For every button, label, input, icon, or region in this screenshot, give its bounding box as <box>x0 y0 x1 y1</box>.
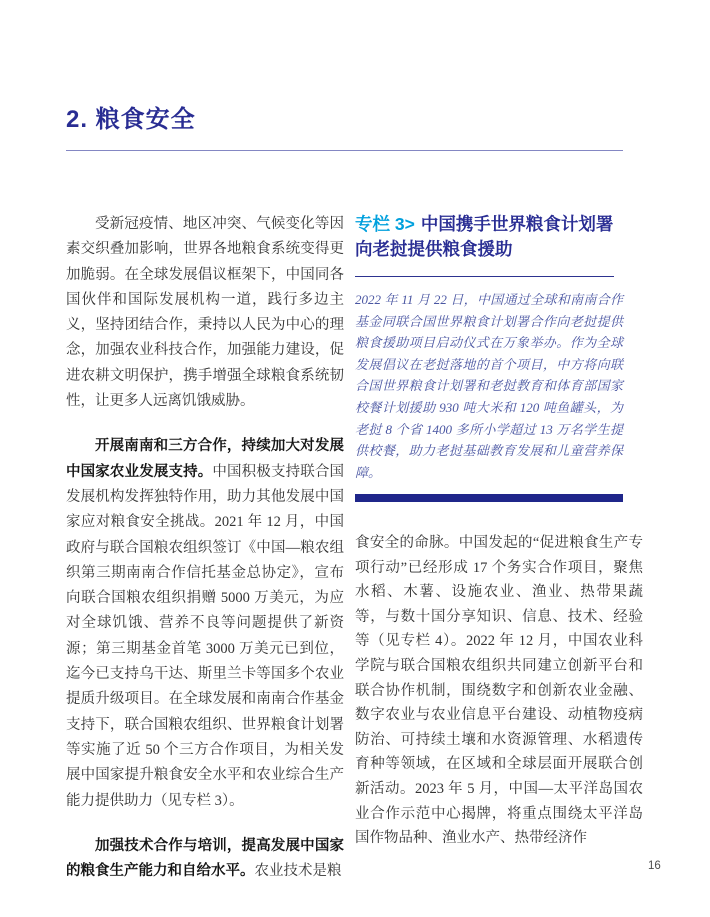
title-divider <box>66 150 623 151</box>
paragraph-3 <box>66 834 344 885</box>
page-number: 16 <box>648 860 661 872</box>
callout-box-3 <box>355 212 623 502</box>
callout-body-text: 2022 年 11 月 22 日，中国通过全球和南南合作基金同联合国世界粮食计划署合作向老挝提供粮食援助项目启动仪式在万象举办。作为全球发展倡议在老挝落地的首个项目，中方将向联合国世界粮食计划署和老挝教育和体育部国家校餐计划援助 930 吨大米和 120 吨鱼罐头，为老挝 8 个省 1400 多所小学超过 13 万名学生提供校餐，助力老挝基础教育发展和儿童营养保障。 <box>355 292 623 480</box>
section-title: 2. 粮食安全 <box>66 106 196 133</box>
paragraph-3-body: 农业技术是粮 <box>254 863 342 880</box>
paragraph-2 <box>66 434 344 813</box>
paragraph-2-lead: 开展南南和三方合作，持续加大对发展中国家农业发展支持。 <box>66 438 344 480</box>
paragraph-1-body: 受新冠疫情、地区冲突、气候变化等因素交织叠加影响，世界各地粮食系统变得更加脆弱。在全球发展倡议框架下，中国同各国伙伴和国际发展机构一道，践行多边主义，坚持团结合作，秉持以人民为中心的理念，加强农业科技合作，加强能力建设，促进农耕文明保护，携手增强全球粮食系统韧性，让更多人远离饥饿威胁。 <box>66 216 344 410</box>
callout-title <box>355 212 623 262</box>
left-column <box>66 212 344 884</box>
callout-title-text: 中国携手世界粮食计划署向老挝提供粮食援助 <box>355 214 614 259</box>
right-column-text: 食安全的命脉。中国发起的“促进粮食生产专项行动”已经形成 17 个务实合作项目，聚焦水稻、木薯、设施农业、渔业、热带果蔬等，与数十国分享知识、信息、技术、经验等（见专栏 4）。2022 年 12 月，中国农业科学院与联合国粮农组织共同建立创新平台和联合协作机制，围绕数字和创新农业金融、数字农业与农业信息平台建设、动植物疫病防治、可持续土壤和水资源管理、水稻遗传育种等领域，在区域和全球层面开展联合创新活动。2023 年 5 月，中国—太平洋岛国农业合作示范中心揭牌，将重点围绕太平洋岛国作物品种、渔业水产、热带经济作 <box>355 535 643 847</box>
callout-bottom-bar <box>355 494 623 502</box>
paragraph-2-body: 中国积极支持联合国发展机构发挥独特作用，助力其他发展中国家应对粮食安全挑战。2021 年 12 月，中国政府与联合国粮农组织签订《中国—粮农组织第三期南南合作信托基金总协定》，宣布向联合国粮农组织捐赠 5000 万美元，为应对全球饥饿、营养不良等问题提供了新资源；第三期基金首笔 3000 万美元已到位，迄今已支持乌干达、斯里兰卡等国多个农业提质升级项目。在全球发展和南南合作基金支持下，联合国粮农组织、世界粮食计划署等实施了近 50 个三方合作项目，为相关发展中国家提升粮食安全水平和农业综合生产能力提供助力（见专栏 3）。 <box>66 463 345 809</box>
paragraph-1 <box>66 212 344 414</box>
paragraph-3-lead: 加强技术合作与培训，提高发展中国家的粮食生产能力和自给水平。 <box>66 837 344 880</box>
callout-label: 专栏 3> <box>355 214 415 234</box>
callout-top-rule <box>355 276 614 277</box>
